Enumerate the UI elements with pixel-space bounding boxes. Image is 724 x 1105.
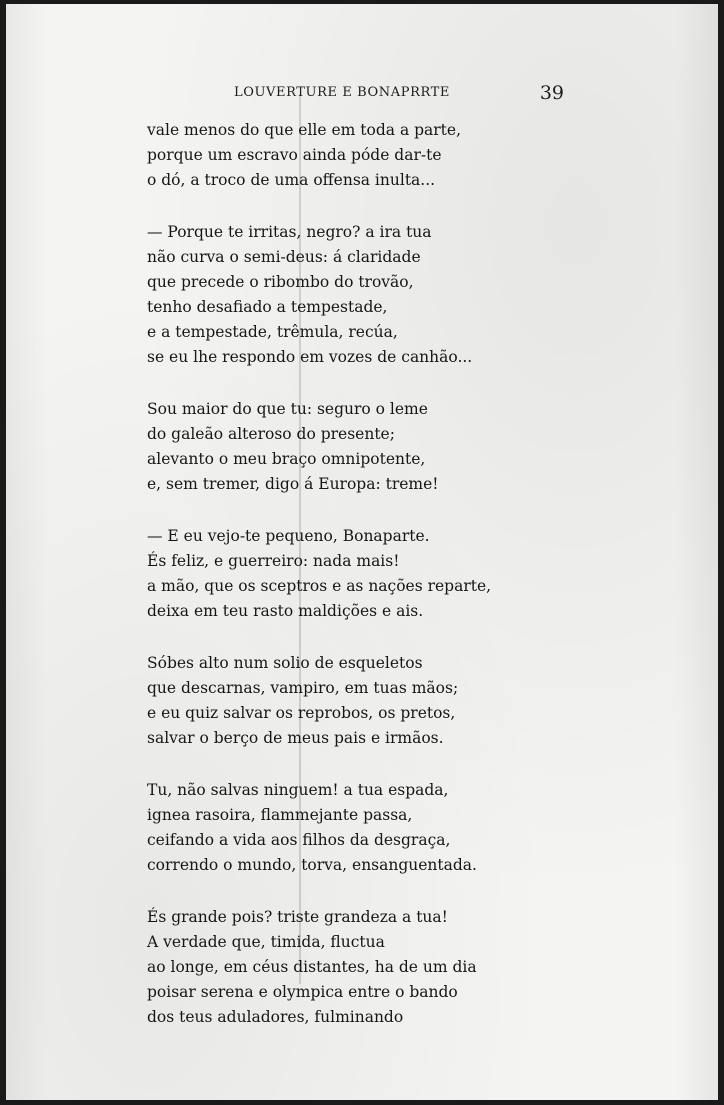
page-number: 39 xyxy=(539,82,564,104)
verse-line: que descarnas, vampiro, em tuas mãos; xyxy=(147,679,459,697)
verse-line: o dó, a troco de uma offensa inulta... xyxy=(147,171,436,189)
verse-line: A verdade que, timida, fluctua xyxy=(147,933,385,951)
verse-line: Sou maior do que tu: seguro o leme xyxy=(147,400,428,418)
verse-line: poisar serena e olympica entre o bando xyxy=(147,983,458,1001)
verse-line: deixa em teu rasto maldições e ais. xyxy=(147,602,424,620)
stanza-6 xyxy=(147,778,527,878)
verse-line: alevanto o meu braço omnipotente, xyxy=(147,450,426,468)
verse-line: que precede o ribombo do trovão, xyxy=(147,273,414,291)
verse-line: ignea rasoira, flammejante passa, xyxy=(147,806,413,824)
stanza-5 xyxy=(147,651,527,751)
verse-line: ao longe, em céus distantes, ha de um dia xyxy=(147,958,477,976)
stanza-2 xyxy=(147,220,527,370)
verse-line: — E eu vejo-te pequeno, Bonaparte. xyxy=(147,527,430,545)
stanza-1 xyxy=(147,118,527,193)
verse-line: Tu, não salvas ninguem! a tua espada, xyxy=(147,781,449,799)
verse-line: tenho desafiado a tempestade, xyxy=(147,298,388,316)
book-page xyxy=(6,4,718,1100)
verse-line: ceifando a vida aos filhos da desgraça, xyxy=(147,831,451,849)
verse-line: e eu quiz salvar os reprobos, os pretos, xyxy=(147,704,456,722)
stanza-3 xyxy=(147,397,527,497)
verse-line: do galeão alteroso do presente; xyxy=(147,425,395,443)
verse-line: salvar o berço de meus pais e irmãos. xyxy=(147,729,444,747)
verse-line: Sóbes alto num solio de esqueletos xyxy=(147,654,423,672)
verse-line: vale menos do que elle em toda a parte, xyxy=(147,121,462,139)
stanza-7 xyxy=(147,905,527,1030)
verse-line: correndo o mundo, torva, ensanguentada. xyxy=(147,856,477,874)
verse-line: És grande pois? triste grandeza a tua! xyxy=(147,908,448,926)
verse-line: não curva o semi-deus: á claridade xyxy=(147,248,421,266)
verse-line: se eu lhe respondo em vozes de canhão... xyxy=(147,348,473,366)
running-title: LOUVERTURE E BONAPRRTE xyxy=(234,85,451,100)
verse-line: e a tempestade, trêmula, recúa, xyxy=(147,323,398,341)
page-header xyxy=(6,82,718,104)
verse-line: e, sem tremer, digo á Europa: treme! xyxy=(147,475,439,493)
verse-line: a mão, que os sceptros e as nações reparte, xyxy=(147,577,492,595)
stanza-4 xyxy=(147,524,527,624)
verse-line: És feliz, e guerreiro: nada mais! xyxy=(147,552,400,570)
poem-body xyxy=(147,118,527,1057)
verse-line: — Porque te irritas, negro? a ira tua xyxy=(147,223,432,241)
verse-line: dos teus aduladores, fulminando xyxy=(147,1008,404,1026)
verse-line: porque um escravo ainda póde dar-te xyxy=(147,146,442,164)
